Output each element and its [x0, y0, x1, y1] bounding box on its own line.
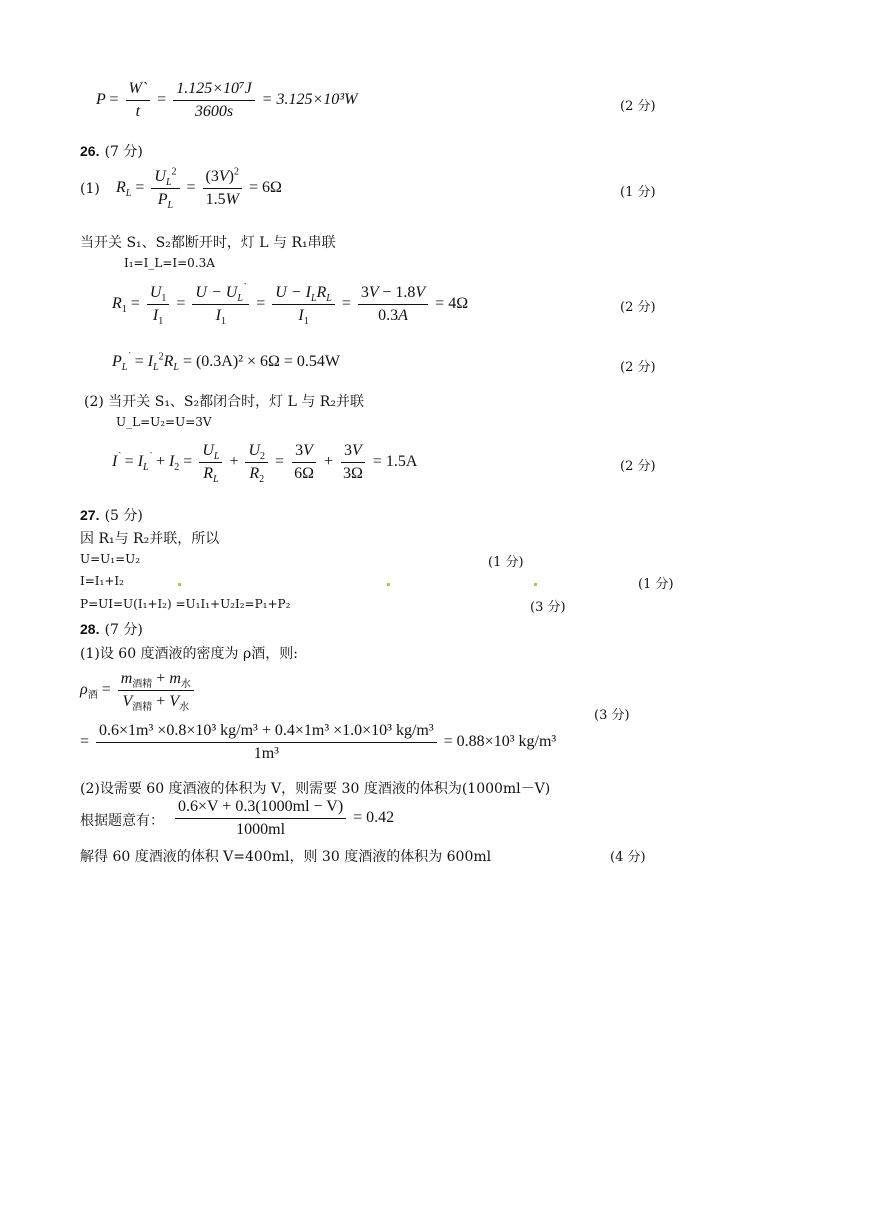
points-q27-1: (1 分) — [488, 555, 524, 570]
series-text: 当开关 S₁、S₂都断开时，灯 L 与 R₁串联 — [80, 235, 336, 251]
r1-formula: $R_1$ = $\frac{U_1}{I_1}$ = $\frac{U - U_L^`}{I_1}$ = $\frac{U - I_LR_L}{I_1}$ = $\frac{3V - 1.8V}{0.3A}$ = 4Ω — [112, 282, 469, 327]
power-formula: P = $\frac{W`}{t}$ = $\frac{\text{1.125×10⁷J}}{3600s}$ = 3.125×10³W — [96, 80, 358, 120]
r1-result: = 4Ω — [435, 294, 469, 312]
points-current: (2 分) — [620, 459, 656, 474]
q28-score: (7 分) — [104, 622, 143, 638]
points-q27-3: (3 分) — [530, 600, 566, 615]
density-denominator: 1m³ — [253, 744, 279, 762]
q27-score: (5 分) — [104, 508, 143, 524]
q27-intro: 因 R₁与 R₂并联，所以 — [80, 531, 220, 547]
q28-number: 28. — [80, 621, 100, 637]
current-equation: I₁=I_L=I=0.3A — [124, 256, 215, 270]
parallel-text: (2) 当开关 S₁、S₂都闭合时，灯 L 与 R₂并联 — [84, 394, 364, 410]
pl-formula: $P_L^` = I_L^2R_L = (0.3A)^2 \times 6\Omega = 0.54W$ — [112, 351, 341, 374]
q26-score: (7 分) — [104, 144, 143, 160]
points-density: (3 分) — [594, 708, 630, 723]
current-result: = 1.5A — [372, 452, 418, 470]
pl-result: = (0.3A)² × 6Ω = 0.54W — [182, 353, 341, 370]
mark-dot — [534, 583, 537, 586]
q26-number: 26. — [80, 143, 100, 159]
points-power: (2 分) — [620, 99, 656, 114]
q26-heading — [80, 141, 143, 161]
power-numerator: 1.125×10⁷J — [173, 80, 254, 101]
density-calc: = $\frac{\text{0.6×1m³ ×0.8×10³ kg/m³ + 0.4×1m³ ×1.0×10³ kg/m³}}{\text{1m³}}$ = 0.88×10³ kg/m³ — [80, 722, 557, 762]
rl-formula: $R_L$ = $\frac{U_L^2}{P_L}$ = $\frac{(3V)^2}{1.5W}$ = 6Ω — [116, 166, 282, 211]
q28-heading — [80, 619, 143, 639]
q28-part1: (1)设 60 度酒液的密度为 ρ酒，则: — [80, 646, 298, 662]
points-q27-2: (1 分) — [638, 577, 674, 592]
points-pl: (2 分) — [620, 360, 656, 375]
points-q28-result: (4 分) — [610, 850, 646, 865]
q27-line2: I=I₁+I₂ — [80, 574, 124, 588]
density-numerator: 0.6×1m³ ×0.8×10³ kg/m³ + 0.4×1m³ ×1.0×10³ kg/m³ — [96, 722, 437, 743]
current-formula: $I^` = I_L^` + I_2$ = $\frac{U_L}{R_L}$ + $\frac{U_2}{R_2}$ = $\frac{3V}{6\Omega}$ + $\frac{3V}{3\Omega}$ = 1.5A — [112, 442, 418, 485]
density-result: = 0.88×10³ kg/m³ — [443, 732, 557, 750]
q28-part2: (2)设需要 60 度酒液的体积为 V，则需要 30 度酒液的体积为(1000ml－V) — [80, 781, 551, 797]
points-r1: (2 分) — [620, 300, 656, 315]
q27-line3: P=UI=U(I₁+I₂) =U₁I₁+U₂I₂=P₁+P₂ — [80, 597, 291, 611]
voltage-equation: U_L=U₂=U=3V — [116, 415, 212, 429]
mark-dot — [178, 583, 181, 586]
mark-dot — [387, 583, 390, 586]
power-result: = 3.125×10³W — [261, 90, 358, 108]
q28-equation — [172, 798, 394, 838]
q28-eq-result: = 0.42 — [353, 808, 395, 826]
q28-numerator: 0.6×V + 0.3(1000ml − V) — [175, 798, 346, 819]
part1-label: (1) — [80, 181, 100, 197]
q27-heading — [80, 505, 143, 525]
q28-condition: 根据题意有： — [80, 813, 164, 829]
q27-line1: U=U₁=U₂ — [80, 552, 141, 566]
q27-number: 27. — [80, 507, 100, 523]
points-rl: (1 分) — [620, 185, 656, 200]
q28-result: 解得 60 度酒液的体积 V=400ml，则 30 度酒液的体积为 600ml — [80, 849, 492, 865]
density-definition: $\rho_酒$ = $\frac{m_{酒精} + m_水}{V_{酒精} + V_水}$ — [80, 670, 197, 710]
q28-denominator: 1000ml — [236, 820, 286, 838]
rl-result: = 6Ω — [248, 178, 282, 196]
power-denominator: 3600s — [194, 102, 234, 120]
